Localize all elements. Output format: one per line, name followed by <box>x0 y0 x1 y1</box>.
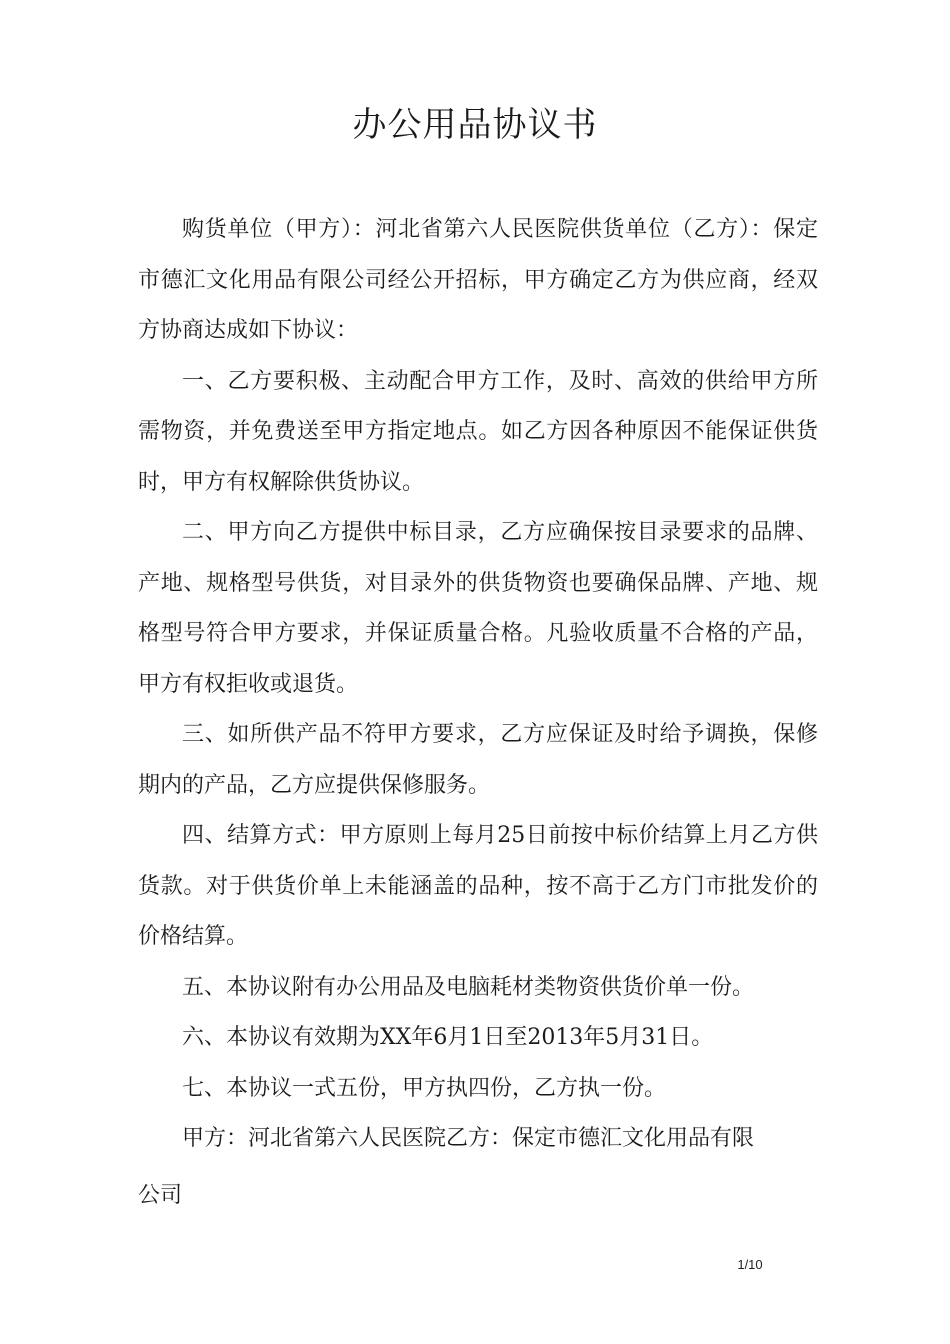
document-body <box>138 205 818 1221</box>
page-number: 1/10 <box>737 1257 763 1272</box>
paragraph-clause-7: 七、本协议一式五份，甲方执四份，乙方执一份。 <box>182 1075 667 1101</box>
paragraph-clause-3: 三、如所供产品不符甲方要求，乙方应保证及时给予调换，保修期内的产品，乙方应提供保修服务。 <box>138 722 818 798</box>
signature-line: 甲方：河北省第六人民医院乙方：保定市德汇文化用品有限 <box>182 1126 755 1151</box>
paragraph-clause-4: 四、结算方式：甲方原则上每月25日前按中标价结算上月乙方供货款。对于供货价单上未能涵盖的品种，按不高于乙方门市批发价的价格结算。 <box>138 823 818 949</box>
paragraph-clause-1: 一、乙方要积极、主动配合甲方工作，及时、高效的供给甲方所需物资，并免费送至甲方指定地点。如乙方因各种原因不能保证供货时，甲方有权解除供货协议。 <box>138 368 818 495</box>
paragraph-clause-6: 六、本协议有效期为XX年6月1日至2013年5月31日。 <box>182 1025 714 1050</box>
paragraph-clause-5: 五、本协议附有办公用品及电脑耗材类物资供货价单一份。 <box>182 974 755 1000</box>
signature-line-continued: 公司 <box>138 1182 183 1208</box>
document-title: 办公用品协议书 <box>352 105 598 145</box>
paragraph-parties: 购货单位（甲方）：河北省第六人民医院供货单位（乙方）：保定市德汇文化用品有限公司经公开招标，甲方确定乙方为供应商，经双方协商达成如下协议： <box>138 217 818 343</box>
paragraph-clause-2: 二、甲方向乙方提供中标目录，乙方应确保按目录要求的品牌、产地、规格型号供货，对目录外的供货物资也要确保品牌、产地、规格型号符合甲方要求，并保证质量合格。凡验收质量不合格的产品，甲方有权拒收或退货。 <box>138 520 818 697</box>
